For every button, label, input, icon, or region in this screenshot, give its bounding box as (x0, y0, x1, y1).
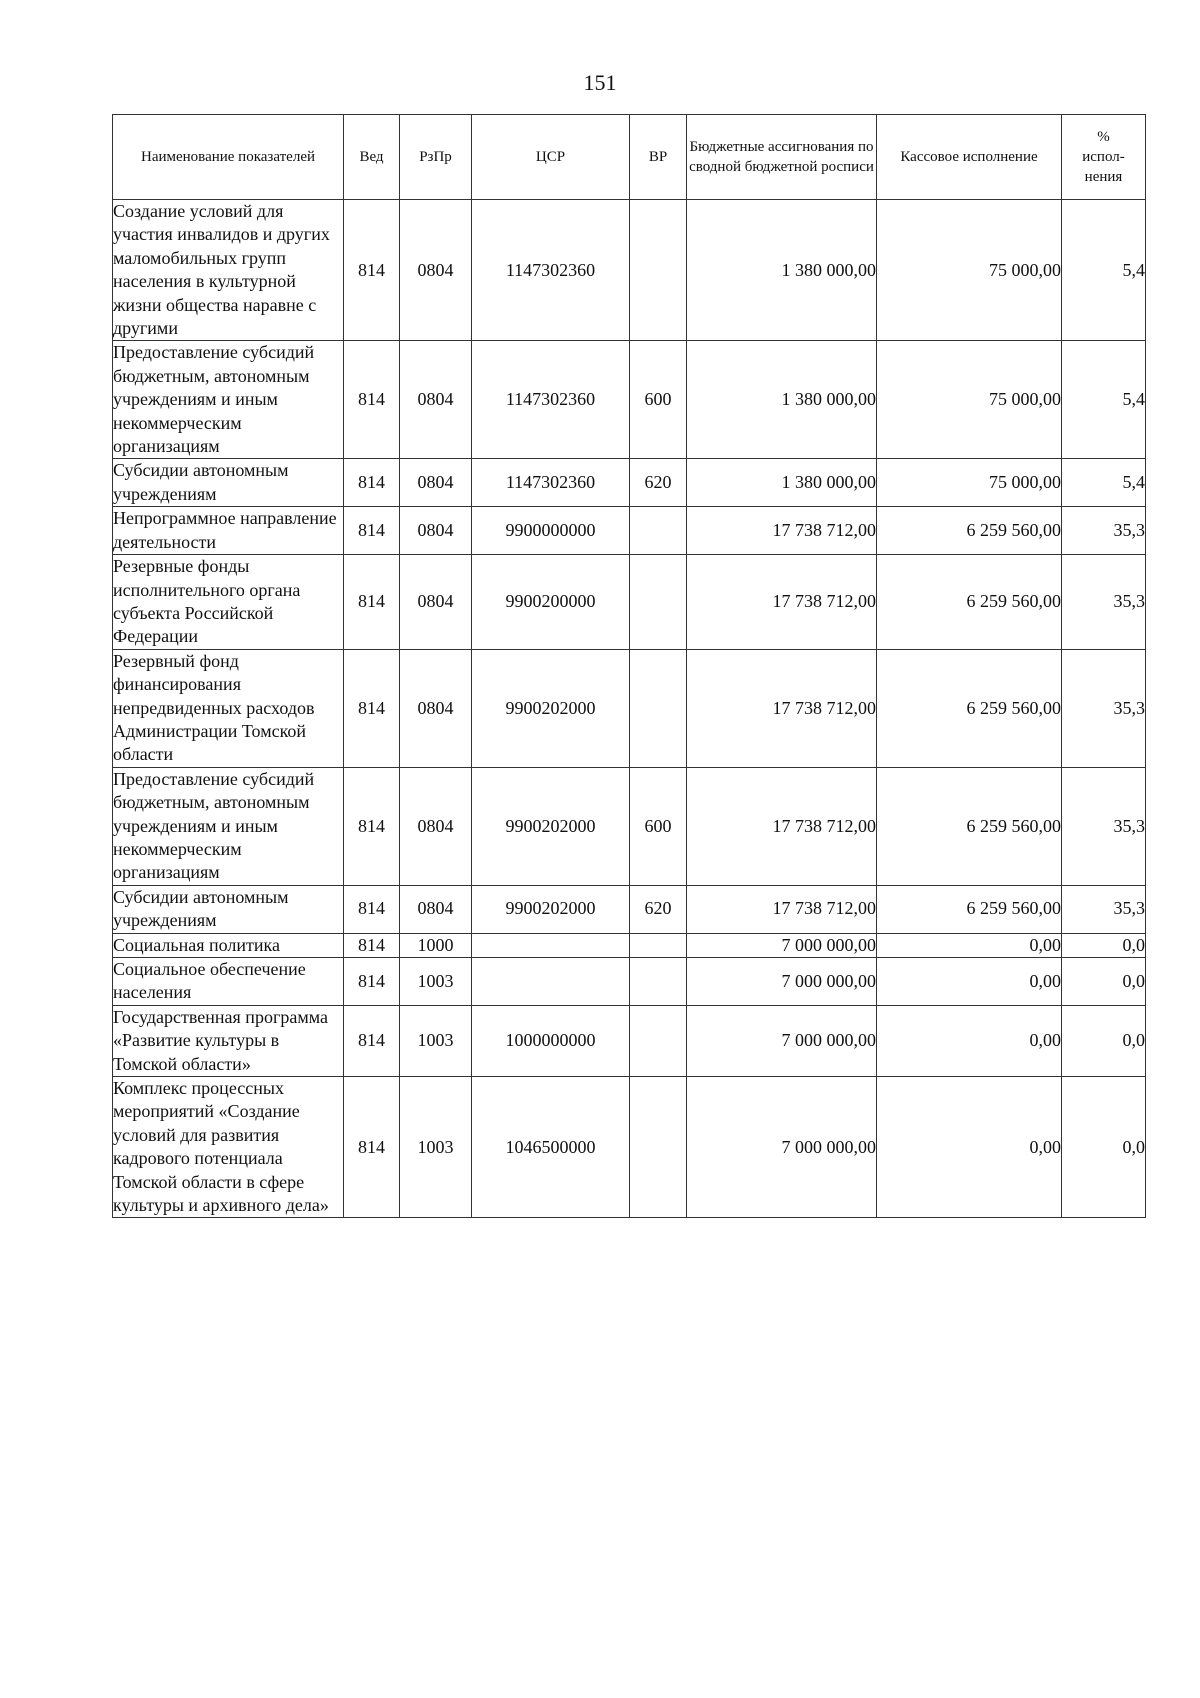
table-row (113, 958, 1146, 1006)
cell-budget: 7 000 000,00 (687, 933, 877, 957)
cell-name: Социальное обеспечение населения (113, 958, 344, 1006)
col-header-csr: ЦСР (472, 115, 630, 200)
budget-execution-table (112, 114, 1146, 1218)
table-row (113, 885, 1146, 933)
cell-percent: 35,3 (1062, 507, 1146, 555)
cell-percent: 5,4 (1062, 200, 1146, 341)
cell-rzpr: 0804 (400, 885, 472, 933)
cell-rzpr: 0804 (400, 341, 472, 459)
cell-csr: 1046500000 (472, 1077, 630, 1218)
cell-cash: 6 259 560,00 (877, 555, 1062, 650)
cell-budget: 7 000 000,00 (687, 1005, 877, 1076)
cell-vr: 620 (630, 459, 687, 507)
cell-percent: 0,0 (1062, 958, 1146, 1006)
table-row (113, 1005, 1146, 1076)
cell-budget: 1 380 000,00 (687, 200, 877, 341)
cell-ved: 814 (344, 1077, 400, 1218)
cell-budget: 17 738 712,00 (687, 507, 877, 555)
cell-percent: 0,0 (1062, 933, 1146, 957)
cell-budget: 7 000 000,00 (687, 1077, 877, 1218)
cell-ved: 814 (344, 933, 400, 957)
cell-ved: 814 (344, 200, 400, 341)
table-row (113, 933, 1146, 957)
cell-csr: 9900202000 (472, 767, 630, 885)
cell-vr (630, 200, 687, 341)
cell-cash: 6 259 560,00 (877, 885, 1062, 933)
cell-csr: 9900202000 (472, 885, 630, 933)
cell-cash: 0,00 (877, 1077, 1062, 1218)
cell-name: Создание условий для участия инвалидов и других маломобильных групп населения в культурной жизни общества наравне с другими (113, 200, 344, 341)
cell-vr (630, 555, 687, 650)
cell-percent: 35,3 (1062, 555, 1146, 650)
cell-vr (630, 933, 687, 957)
cell-percent: 5,4 (1062, 459, 1146, 507)
cell-ved: 814 (344, 507, 400, 555)
cell-cash: 0,00 (877, 1005, 1062, 1076)
cell-budget: 7 000 000,00 (687, 958, 877, 1006)
table-row (113, 200, 1146, 341)
table-header (113, 115, 1146, 200)
cell-rzpr: 0804 (400, 649, 472, 767)
cell-vr (630, 1077, 687, 1218)
cell-ved: 814 (344, 341, 400, 459)
cell-rzpr: 1003 (400, 1005, 472, 1076)
col-header-ved: Вед (344, 115, 400, 200)
cell-rzpr: 1003 (400, 1077, 472, 1218)
cell-percent: 0,0 (1062, 1005, 1146, 1076)
table-body (113, 200, 1146, 1218)
cell-csr: 1147302360 (472, 200, 630, 341)
cell-ved: 814 (344, 555, 400, 650)
cell-percent: 0,0 (1062, 1077, 1146, 1218)
cell-csr: 9900200000 (472, 555, 630, 650)
cell-name: Предоставление субсидий бюджетным, автономным учреждениям и иным некоммерческим организациям (113, 341, 344, 459)
cell-csr: 1147302360 (472, 341, 630, 459)
table-row (113, 767, 1146, 885)
table-row (113, 507, 1146, 555)
cell-name: Резервные фонды исполнительного органа субъекта Российской Федерации (113, 555, 344, 650)
cell-vr: 620 (630, 885, 687, 933)
cell-csr (472, 933, 630, 957)
cell-name: Субсидии автономным учреждениям (113, 885, 344, 933)
cell-ved: 814 (344, 958, 400, 1006)
cell-cash: 75 000,00 (877, 200, 1062, 341)
table-row (113, 341, 1146, 459)
cell-vr: 600 (630, 767, 687, 885)
cell-ved: 814 (344, 649, 400, 767)
cell-vr: 600 (630, 341, 687, 459)
cell-budget: 17 738 712,00 (687, 555, 877, 650)
cell-rzpr: 0804 (400, 507, 472, 555)
cell-name: Социальная политика (113, 933, 344, 957)
cell-name: Комплекс процессных мероприятий «Создание условий для развития кадрового потенциала Томской области в сфере культуры и архивного дела» (113, 1077, 344, 1218)
header-row (113, 115, 1146, 200)
cell-vr (630, 649, 687, 767)
cell-budget: 1 380 000,00 (687, 459, 877, 507)
cell-cash: 0,00 (877, 933, 1062, 957)
cell-budget: 17 738 712,00 (687, 649, 877, 767)
cell-cash: 75 000,00 (877, 341, 1062, 459)
cell-budget: 1 380 000,00 (687, 341, 877, 459)
col-header-name: Наименование показателей (113, 115, 344, 200)
cell-csr: 9900202000 (472, 649, 630, 767)
cell-vr (630, 1005, 687, 1076)
cell-vr (630, 958, 687, 1006)
cell-csr: 9900000000 (472, 507, 630, 555)
col-header-rzpr: РзПр (400, 115, 472, 200)
cell-ved: 814 (344, 885, 400, 933)
col-header-cash: Кассовое исполнение (877, 115, 1062, 200)
cell-cash: 6 259 560,00 (877, 767, 1062, 885)
cell-cash: 0,00 (877, 958, 1062, 1006)
cell-rzpr: 0804 (400, 555, 472, 650)
cell-cash: 6 259 560,00 (877, 649, 1062, 767)
table-row (113, 555, 1146, 650)
cell-cash: 75 000,00 (877, 459, 1062, 507)
cell-ved: 814 (344, 767, 400, 885)
cell-ved: 814 (344, 459, 400, 507)
cell-rzpr: 0804 (400, 767, 472, 885)
cell-percent: 5,4 (1062, 341, 1146, 459)
col-header-budget: Бюджетные ассигнования по сводной бюджетной росписи (687, 115, 877, 200)
cell-rzpr: 1003 (400, 958, 472, 1006)
cell-vr (630, 507, 687, 555)
col-header-vr: ВР (630, 115, 687, 200)
cell-cash: 6 259 560,00 (877, 507, 1062, 555)
col-header-percent: % испол-нения (1062, 115, 1146, 200)
cell-budget: 17 738 712,00 (687, 885, 877, 933)
cell-percent: 35,3 (1062, 767, 1146, 885)
cell-csr: 1000000000 (472, 1005, 630, 1076)
cell-csr: 1147302360 (472, 459, 630, 507)
cell-name: Субсидии автономным учреждениям (113, 459, 344, 507)
cell-rzpr: 0804 (400, 200, 472, 341)
cell-ved: 814 (344, 1005, 400, 1076)
table-row (113, 1077, 1146, 1218)
cell-name: Резервный фонд финансирования непредвиденных расходов Администрации Томской области (113, 649, 344, 767)
cell-name: Государственная программа «Развитие культуры в Томской области» (113, 1005, 344, 1076)
cell-name: Предоставление субсидий бюджетным, автономным учреждениям и иным некоммерческим организациям (113, 767, 344, 885)
cell-rzpr: 1000 (400, 933, 472, 957)
cell-percent: 35,3 (1062, 649, 1146, 767)
page-number: 151 (583, 70, 617, 95)
cell-rzpr: 0804 (400, 459, 472, 507)
cell-budget: 17 738 712,00 (687, 767, 877, 885)
table-row (113, 649, 1146, 767)
cell-csr (472, 958, 630, 1006)
table-row (113, 459, 1146, 507)
cell-percent: 35,3 (1062, 885, 1146, 933)
cell-name: Непрограммное направление деятельности (113, 507, 344, 555)
